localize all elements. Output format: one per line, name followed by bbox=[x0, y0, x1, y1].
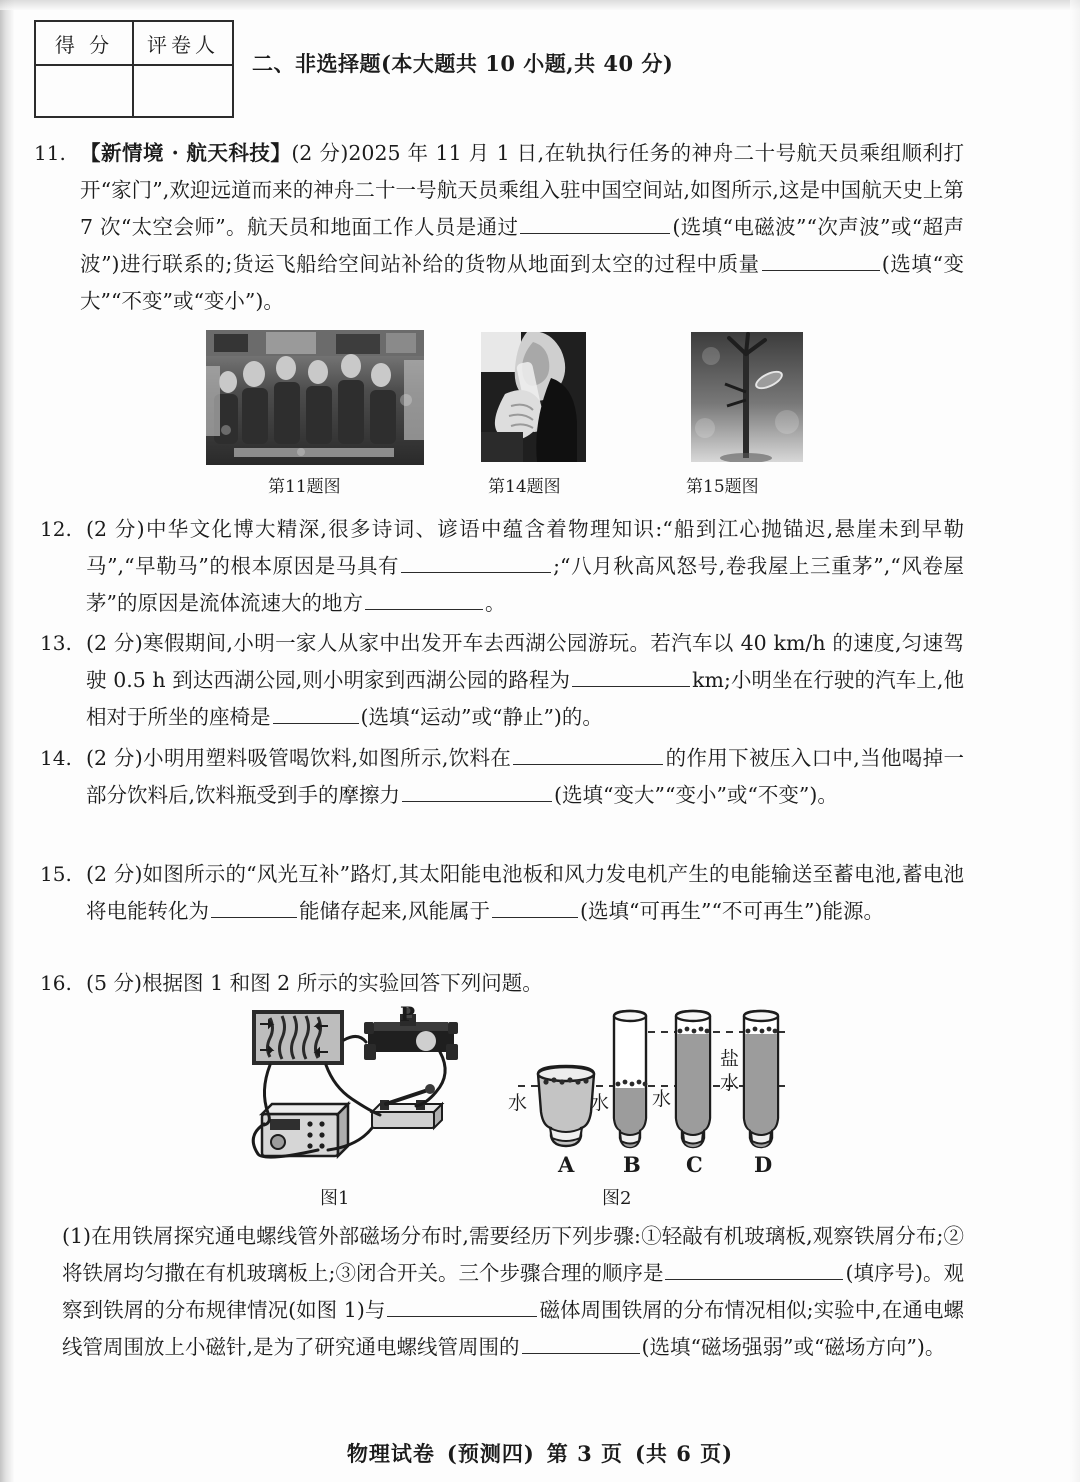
question-11-tag: 【新情境 · 航天科技】 bbox=[80, 141, 292, 165]
figure-2-label-water-c: 水 bbox=[652, 1088, 672, 1110]
question-16-sub-1-text-d: (选填“磁场强弱”或“磁场方向”)。 bbox=[641, 1335, 946, 1359]
question-15-body bbox=[86, 856, 964, 930]
question-16 bbox=[40, 965, 964, 1002]
question-11-text-1: 2025 年 11 月 1 日,在轨执行任务的神舟二十号航天员乘组顺利打开“家门”,欢迎远道而来的神舟二十一号航天员乘组入驻中国空间站,如图所示,这是中国航天史上第 7 次“太空会师”。航天员和地面工作人员是通过 bbox=[80, 141, 964, 239]
figure-photo-question-15 bbox=[691, 332, 803, 462]
figure-2-label-salt-water: 水 bbox=[720, 1072, 740, 1094]
question-15-score: (2 分) bbox=[86, 862, 143, 886]
question-13 bbox=[40, 625, 964, 736]
question-14-text-1: 小明用塑料吸管喝饮料,如图所示,饮料在 bbox=[142, 746, 512, 770]
question-15-text-3: (选填“可再生”“不可再生”)能源。 bbox=[580, 899, 884, 923]
question-15-text-1: 如图所示的“风光互补”路灯,其太阳能电池板和风力发电机产生的电能输送至蓄电池,蓄电池将电能转化为 bbox=[86, 862, 964, 923]
question-12-score: (2 分) bbox=[86, 517, 145, 541]
question-11-text-2: (选填“电磁波”“次声波”或“超声波”)进行联系的;货运飞船给空间站补给的货物从地面到太空的过程中质量 bbox=[80, 215, 964, 276]
figure-2-container-label-b: B bbox=[623, 1152, 641, 1177]
question-16-blank-2[interactable] bbox=[387, 1294, 537, 1317]
question-14-text-2: 的作用下被压入口中,当他喝掉一部分饮料后,饮料瓶受到手的摩擦力 bbox=[86, 746, 965, 807]
question-14-blank-1[interactable] bbox=[513, 742, 663, 765]
question-13-text-3: (选填“运动”或“静止”)的。 bbox=[360, 705, 603, 729]
figure-1-circuit bbox=[240, 1004, 490, 1179]
figure-2-label-salt: 盐 bbox=[720, 1048, 740, 1070]
question-16-blank-3[interactable] bbox=[522, 1331, 640, 1354]
score-header-cell: 得 分 bbox=[36, 22, 134, 66]
question-12-blank-1[interactable] bbox=[401, 550, 551, 573]
score-value-cell[interactable] bbox=[36, 66, 134, 116]
experiment-figure-area bbox=[240, 1004, 810, 1212]
figure-2-container-label-a: A bbox=[558, 1152, 575, 1177]
question-15-number: 15. bbox=[40, 862, 72, 886]
question-14-score: (2 分) bbox=[86, 746, 143, 770]
question-14 bbox=[40, 740, 964, 814]
grader-value-cell[interactable] bbox=[134, 66, 232, 116]
question-12-text-2: ;“八月秋高风怒号,卷我屋上三重茅”,“风卷屋茅”的原因是流体流速大的地方 bbox=[86, 554, 964, 615]
question-16-sub-1-text-b: (填序号)。观察到铁屑的分布规律情况(如图 1)与 bbox=[62, 1261, 964, 1322]
question-16-sub-1-text-c: 磁体周围铁屑的分布情况相似;实验中,在通电螺线管周围放上小磁针,是为了研究通电螺线管周围的 bbox=[62, 1298, 964, 1359]
scan-edge-left bbox=[0, 0, 14, 1482]
question-11-blank-2[interactable] bbox=[762, 248, 880, 271]
footer-total-pages: (共 6 页) bbox=[635, 1441, 734, 1466]
question-14-blank-2[interactable] bbox=[402, 779, 552, 802]
figure-caption-question-11: 第11题图 bbox=[268, 477, 341, 497]
figure-2-caption: 图2 bbox=[602, 1188, 632, 1209]
question-15 bbox=[40, 856, 964, 930]
scan-edge-top bbox=[0, 0, 1080, 10]
question-16-score: (5 分) bbox=[86, 971, 143, 995]
footer-variant: (预测四) bbox=[446, 1441, 535, 1466]
question-11 bbox=[34, 135, 964, 320]
score-grader-table bbox=[34, 20, 234, 118]
page-footer bbox=[0, 1438, 1080, 1468]
figure-2-label-water-b: 水 bbox=[590, 1092, 610, 1114]
question-13-text-2: km;小明坐在行驶的汽车上,他相对于所坐的座椅是 bbox=[86, 668, 964, 729]
question-11-body bbox=[80, 135, 964, 320]
figure-2-container-label-c: C bbox=[686, 1152, 703, 1177]
scan-edge-right bbox=[1070, 0, 1080, 1482]
question-16-body bbox=[86, 965, 964, 1002]
figure-caption-question-14: 第14题图 bbox=[488, 477, 561, 497]
question-13-number: 13. bbox=[40, 631, 72, 655]
question-15-blank-1[interactable] bbox=[211, 895, 297, 918]
question-13-score: (2 分) bbox=[86, 631, 143, 655]
question-14-body bbox=[86, 740, 964, 814]
question-12-number: 12. bbox=[40, 517, 72, 541]
question-15-text-2: 能储存起来,风能属于 bbox=[299, 899, 491, 923]
question-12-blank-2[interactable] bbox=[365, 587, 483, 610]
question-13-text-1: 寒假期间,小明一家人从家中出发开车去西湖公园游玩。若汽车以 40 km/h 的速度,匀速驾驶 0.5 h 到达西湖公园,则小明家到西湖公园的路程为 bbox=[86, 631, 965, 692]
question-12-text-1: 中华文化博大精深,很多诗词、谚语中蕴含着物理知识:“船到江心抛锚迟,悬崖未到早勒马”,“早勒马”的根本原因是马具有 bbox=[86, 517, 964, 578]
question-16-part-1 bbox=[62, 1218, 964, 1366]
question-12-text-3: 。 bbox=[484, 591, 506, 615]
question-15-blank-2[interactable] bbox=[492, 895, 578, 918]
question-12-body bbox=[86, 511, 964, 622]
question-16-text-1: 根据图 1 和图 2 所示的实验回答下列问题。 bbox=[142, 971, 543, 995]
question-16-sub-1-text-a: (1)在用铁屑探究通电螺线管外部磁场分布时,需要经历下列步骤:①轻敲有机玻璃板,观察铁屑分布;②将铁屑均匀撒在有机玻璃板上;③闭合开关。三个步骤合理的顺序是 bbox=[62, 1224, 964, 1285]
section-heading: 二、非选择题(本大题共 10 小题,共 40 分) bbox=[252, 51, 674, 76]
figure-2-label-water-a: 水 bbox=[508, 1092, 528, 1114]
question-13-body bbox=[86, 625, 964, 736]
figure-photo-question-11 bbox=[206, 330, 424, 465]
question-11-number: 11. bbox=[34, 141, 66, 165]
footer-subject: 物理试卷 bbox=[346, 1441, 435, 1466]
question-14-text-3: (选填“变大”“变小”或“不变”)。 bbox=[554, 783, 838, 807]
figure-photo-question-14 bbox=[481, 332, 586, 462]
question-16-number: 16. bbox=[40, 971, 72, 995]
question-13-blank-2[interactable] bbox=[273, 701, 359, 724]
question-11-blank-1[interactable] bbox=[520, 211, 670, 234]
question-13-blank-1[interactable] bbox=[572, 664, 690, 687]
question-11-text-3: (选填“变大”“不变”或“变小”)。 bbox=[80, 252, 964, 313]
figure-1-caption: 图1 bbox=[320, 1188, 350, 1209]
figure-2-containers bbox=[498, 1004, 798, 1179]
figure-2-container-label-d: D bbox=[754, 1152, 773, 1177]
question-14-number: 14. bbox=[40, 746, 72, 770]
footer-page-number: 第 3 页 bbox=[546, 1441, 623, 1466]
grader-header-cell: 评卷人 bbox=[134, 22, 232, 66]
question-16-blank-1[interactable] bbox=[665, 1257, 843, 1280]
figure-1-label-p: P bbox=[400, 1002, 416, 1026]
photo-figure-row bbox=[196, 330, 836, 500]
figure-caption-question-15: 第15题图 bbox=[686, 477, 759, 497]
question-12 bbox=[40, 511, 964, 622]
question-11-score: (2 分) bbox=[291, 141, 349, 165]
question-16-part-1-body bbox=[62, 1218, 964, 1366]
